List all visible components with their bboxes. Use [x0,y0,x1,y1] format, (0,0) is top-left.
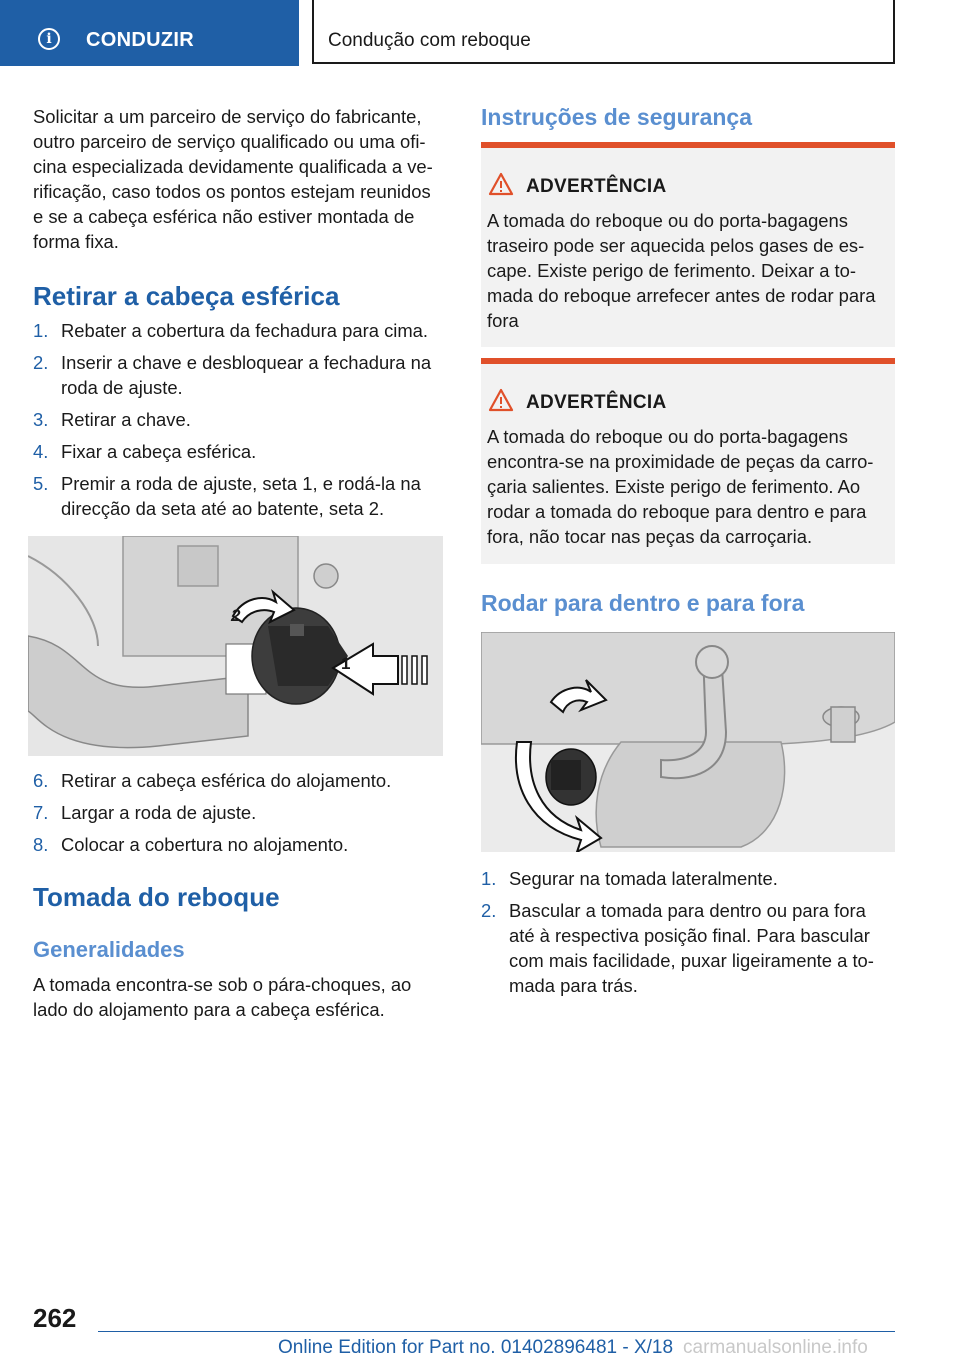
footer-edition-text: Online Edition for Part no. 01402896481 - X/18 [278,1337,674,1358]
info-icon: i [38,28,60,50]
chapter-tab[interactable] [0,0,299,66]
page-header-title-box [312,0,895,64]
warning-triangle-icon [488,388,514,412]
ball-head-illustration [28,536,443,756]
figure-label-arrow-1: 1 [341,654,351,673]
section-title-socket: Tomada do reboque [33,882,280,912]
watermark: carmanualsonline.info [683,1337,868,1358]
section-title-rotate: Rodar para dentro e para fora [481,590,805,616]
steps-list-b [33,768,445,864]
list-item: 8. Colocar a cobertura no alojamento. [33,834,349,855]
intro-paragraph: Solicitar a um parceiro de serviço do fabricante, outro parceiro de serviço qualificado ou uma ofi-cina especializada devidamente qualificada a ve-rificação, caso todos os pontos estejam reunidos e se a cabeça esférica não estiver montada de forma fixa. [33,106,433,252]
list-item: 4. Fixar a cabeça esférica. [33,441,257,462]
page-number: 262 [33,1303,77,1333]
general-paragraph: A tomada encontra-se sob o pára-choques, ao lado do alojamento para a cabeça esférica. [33,974,412,1020]
list-item: 3. Retirar a chave. [33,409,191,430]
socket-illustration [481,632,895,852]
warning-box-1 [481,142,895,347]
warning-text: A tomada do reboque ou do porta-bagagens traseiro pode ser aquecida pelos gases de es-cape. Existe perigo de ferimento. Deixar a to-mada do reboque arrefecer antes de rodar para fora [487,210,876,331]
list-item: 1. Rebater a cobertura da fechadura para cima. [33,320,429,341]
footer-divider [98,1331,895,1332]
figure-socket [481,632,895,852]
warning-text: A tomada do reboque ou do porta-bagagens encontra-se na proximidade de peças da carro-çaria salientes. Existe perigo de ferimento. Ao rodar a tomada do reboque para dentro e para fora, não tocar nas peças da carroçaria. [487,426,874,547]
list-item: 2. Inserir a chave e desbloquear a fechadura na roda de ajuste. [33,352,432,398]
list-item: 1. Segurar na tomada lateralmente. [481,868,778,889]
figure-ball-head [28,536,443,756]
steps-list-a [33,318,445,528]
section-title-remove-ball: Retirar a cabeça esférica [33,281,340,311]
warning-triangle-icon [488,172,514,196]
subsection-title-general: Generalidades [33,937,185,962]
steps-list-rotate [481,866,895,1005]
list-item: 2. Bascular a tomada para dentro ou para fora até à respectiva posição final. Para bascular com mais facilidade, puxar ligeiramente a to-mada para trás. [481,900,874,996]
list-item: 5. Premir a roda de ajuste, seta 1, e rodá-la na direcção da seta até ao batente, seta 2. [33,473,421,519]
warning-label: ADVERTÊNCIA [526,176,667,197]
warning-box-2 [481,358,895,564]
chapter-tab-label: CONDUZIR [86,29,194,51]
figure-label-arrow-2: 2 [231,606,241,625]
page-header-title: Condução com reboque [328,30,531,51]
warning-label: ADVERTÊNCIA [526,392,667,413]
list-item: 6. Retirar a cabeça esférica do alojamento. [33,770,392,791]
list-item: 7. Largar a roda de ajuste. [33,802,257,823]
section-title-safety: Instruções de segurança [481,104,752,130]
